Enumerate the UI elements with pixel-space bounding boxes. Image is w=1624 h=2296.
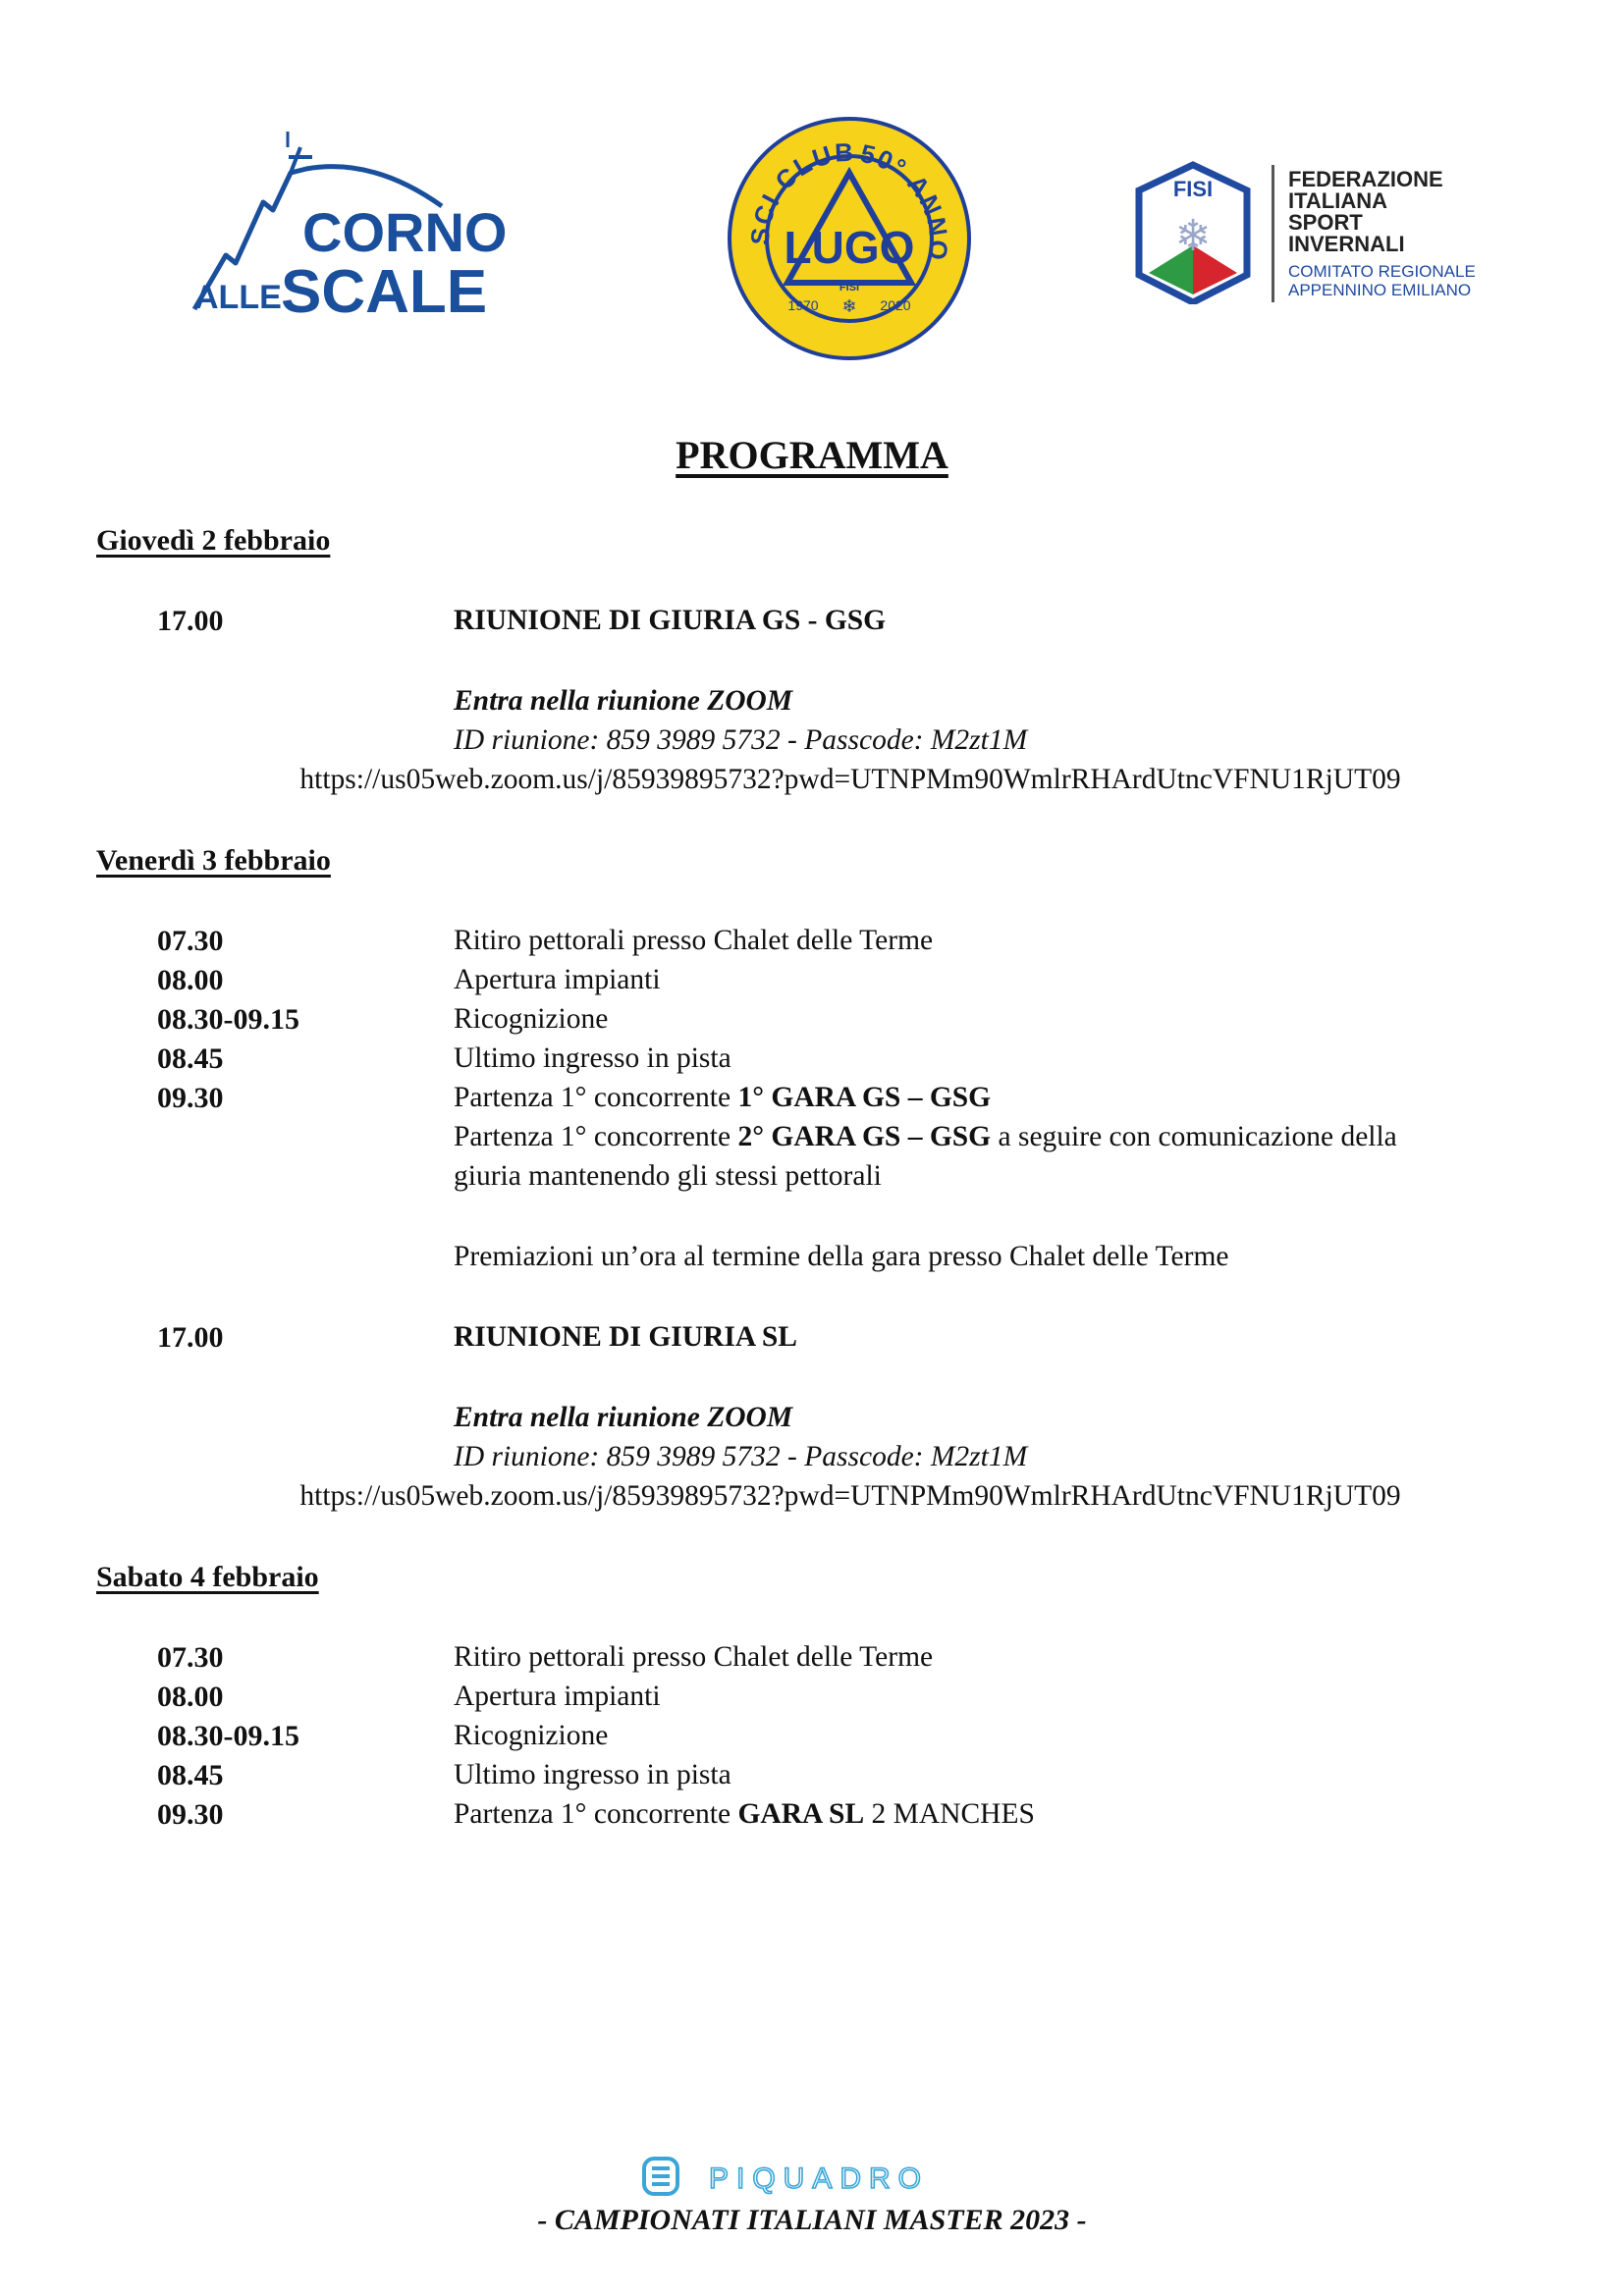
schedule-time: 09.30 — [157, 1798, 224, 1831]
zoom-label: Entra nella riunione ZOOM — [454, 1402, 793, 1433]
schedule-activity — [454, 1798, 1563, 1831]
day-heading: Sabato 4 febbraio — [96, 1561, 319, 1593]
schedule-time: 07.30 — [157, 1641, 224, 1674]
zoom-label-row — [157, 1402, 1551, 1441]
schedule-row — [157, 1759, 1551, 1798]
schedule-row — [157, 1681, 1551, 1720]
schedule-row — [157, 1241, 1551, 1280]
zoom-id: ID riunione: 859 3989 5732 - Passcode: M2zt1M — [454, 724, 1028, 756]
zoom-label: Entra nella riunione ZOOM — [454, 685, 793, 717]
lugo-name: LUGO — [784, 222, 915, 273]
schedule-activity: Ritiro pettorali presso Chalet delle Terme — [454, 925, 934, 956]
schedule-time: 08.00 — [157, 964, 224, 996]
race-name: GARA SL — [737, 1798, 865, 1830]
schedule-row — [157, 1082, 1551, 1121]
schedule-row — [157, 1641, 1551, 1681]
activity-text: a seguire con comunicazione della — [991, 1121, 1397, 1152]
page-title: PROGRAMMA — [676, 433, 948, 477]
schedule-activity — [454, 1121, 1563, 1153]
schedule-activity: Ricognizione — [454, 1003, 609, 1035]
fisi-badge-text: FISI — [1172, 177, 1214, 201]
schedule-activity: Ricognizione — [454, 1720, 609, 1751]
footer-event-title: - CAMPIONATI ITALIANI MASTER 2023 - — [537, 2204, 1087, 2236]
activity-text: 2 MANCHES — [864, 1798, 1035, 1830]
fisi-comitato: COMITATO REGIONALE APPENNINO EMILIANO — [1288, 262, 1476, 299]
day-heading: Giovedì 2 febbraio — [96, 524, 331, 557]
schedule-time: 17.00 — [157, 605, 224, 637]
sponsor-wordmark: PIQUADRO — [709, 2163, 930, 2195]
schedule-time: 08.30-09.15 — [157, 1003, 299, 1036]
race-name: 2° GARA GS – GSG — [737, 1121, 992, 1152]
scale-wordmark: SCALE — [281, 258, 488, 326]
schedule-activity: RIUNIONE DI GIURIA SL — [454, 1321, 797, 1353]
schedule-time: 08.30-09.15 — [157, 1720, 299, 1752]
schedule-row — [157, 964, 1551, 1003]
schedule-time: 08.45 — [157, 1759, 224, 1791]
schedule-activity — [454, 1082, 1563, 1114]
lugo-top-text: SCI CLUB — [744, 136, 856, 246]
zoom-link[interactable]: https://us05web.zoom.us/j/85939895732?pwd=UTNPMm90WmlrRHArdUtncVFNU1RjUT09 — [299, 1480, 1401, 1512]
schedule-time: 07.30 — [157, 925, 224, 957]
awards-note: Premiazioni un’ora al termine della gara presso Chalet delle Terme — [454, 1241, 1229, 1272]
corno-alle-scale-logo — [187, 108, 540, 334]
schedule-row — [157, 605, 1551, 644]
schedule-row — [157, 1798, 1551, 1838]
alle-wordmark: ALLE — [194, 279, 282, 316]
schedule-activity: Ultimo ingresso in pista — [454, 1042, 731, 1074]
schedule-time: 08.45 — [157, 1042, 224, 1075]
race-name: 1° GARA GS – GSG — [737, 1082, 992, 1113]
fisi-logo — [1119, 157, 1522, 304]
schedule-row — [157, 1160, 1551, 1200]
lugo-anno-text: 50° ANNO — [857, 137, 954, 264]
zoom-label-row — [157, 685, 1551, 724]
day-heading: Venerdì 3 febbraio — [96, 844, 331, 877]
schedule-time: 09.30 — [157, 1082, 224, 1114]
fisi-wordmark: FEDERAZIONE ITALIANA SPORT INVERNALI — [1288, 167, 1443, 256]
piquadro-sponsor-logo — [640, 2155, 1053, 2198]
schedule-activity: RIUNIONE DI GIURIA GS - GSG — [454, 605, 887, 636]
schedule-row — [157, 1121, 1551, 1160]
schedule-activity: Apertura impianti — [454, 964, 661, 995]
zoom-id-row — [157, 724, 1551, 764]
schedule-time: 17.00 — [157, 1321, 224, 1354]
zoom-link[interactable]: https://us05web.zoom.us/j/85939895732?pwd=UTNPMm90WmlrRHArdUtncVFNU1RjUT09 — [299, 764, 1401, 795]
corno-wordmark: CORNO — [302, 201, 508, 263]
schedule-row — [157, 1720, 1551, 1759]
schedule-row — [157, 1003, 1551, 1042]
schedule-row — [157, 1321, 1551, 1361]
activity-text: Partenza 1° concorrente — [454, 1121, 738, 1152]
schedule-row — [157, 925, 1551, 964]
activity-text: Partenza 1° concorrente — [454, 1798, 738, 1830]
header-logos — [0, 108, 1624, 344]
schedule-activity: giuria mantenendo gli stessi pettorali — [454, 1160, 882, 1192]
zoom-id: ID riunione: 859 3989 5732 - Passcode: M2zt1M — [454, 1441, 1028, 1472]
schedule-activity: Ultimo ingresso in pista — [454, 1759, 731, 1790]
schedule-time: 08.00 — [157, 1681, 224, 1713]
sci-club-lugo-logo — [727, 116, 972, 361]
schedule-row — [157, 1042, 1551, 1082]
schedule-activity: Ritiro pettorali presso Chalet delle Terme — [454, 1641, 934, 1673]
lugo-fisi-badge: FISI — [839, 282, 860, 294]
lugo-year-start: 1970 — [787, 297, 819, 313]
snowflake-icon: ❄ — [1174, 212, 1212, 260]
lugo-year-end: 2020 — [880, 297, 911, 313]
activity-text: Partenza 1° concorrente — [454, 1082, 738, 1113]
schedule-activity: Apertura impianti — [454, 1681, 661, 1712]
zoom-id-row — [157, 1441, 1551, 1480]
snowflake-icon: ❄ — [841, 296, 857, 316]
